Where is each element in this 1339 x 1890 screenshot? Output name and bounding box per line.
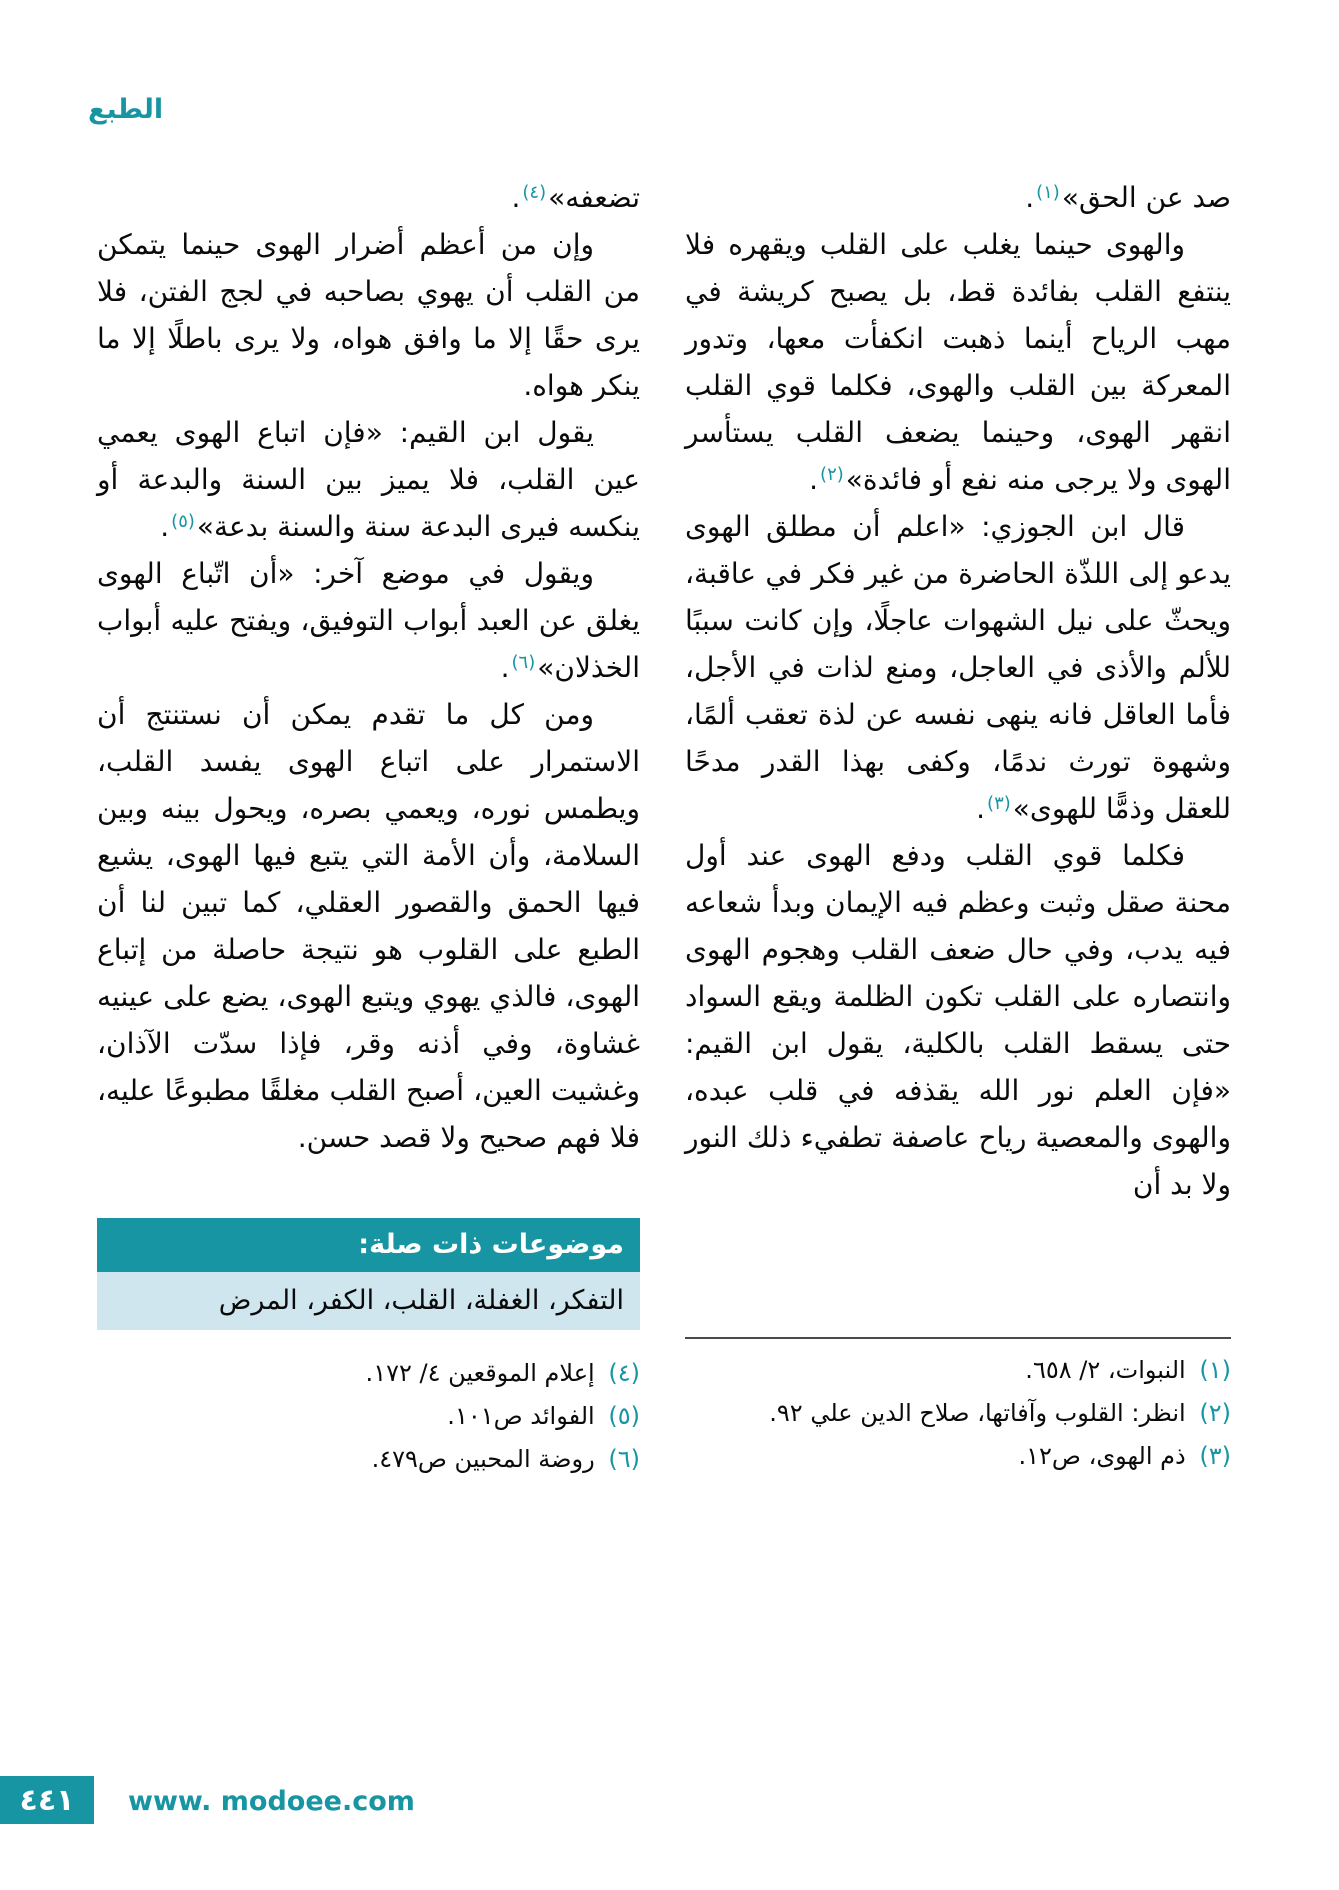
chapter-title: الطبع [88, 94, 164, 125]
paragraph: ومن كل ما تقدم يمكن أن نستنتج أن الاستمرار على اتباع الهوى يفسد القلب، ويطمس نوره، ويعمي بصره، ويحول بينه وبين السلامة، وأن الأمة التي يتبع فيها الهوى، يشيع فيها الحمق والقصور العقلي، كما تبين لنا أن الطبع على القلوب هو نتيجة حاصلة من إتباع الهوى، فالذي يهوي ويتبع الهوى، يضع على عينيه غشاوة، وفي أذنه وقر، فإذا سدّت الآذان، وغشيت العين، أصبح القلب مغلقًا مطبوعًا عليه، فلا فهم صحيح ولا قصد حسن. [97, 698, 640, 1154]
footnotes-left-column [97, 1352, 640, 1481]
paragraph: يقول ابن القيم: «فإن اتباع الهوى يعمي عين القلب، فلا يميز بين السنة والبدعة أو ينكسه فيرى البدعة سنة والسنة بدعة»$^{(٥)}$. [97, 416, 640, 543]
footnote-text: ذم الهوى، ص١٢. [1018, 1442, 1186, 1470]
text-column-left [97, 174, 640, 1161]
footnote-number: (٤) [608, 1359, 640, 1387]
footnote-ref: (٦) [511, 652, 536, 673]
paragraph: تضعفه»$^{(٤)}$. [511, 181, 640, 214]
website-link[interactable]: www. modoee.com [128, 1786, 415, 1817]
footnote-number: (٦) [608, 1445, 640, 1473]
footnote-text: النبوات، ٢/ ٦٥٨. [1025, 1356, 1186, 1384]
footnote-ref: (٥) [171, 511, 195, 532]
footnote-ref: (٣) [987, 793, 1011, 814]
footnote-ref: (٢) [820, 464, 844, 485]
footnote-text: إعلام الموقعين ٤/ ١٧٢. [365, 1359, 595, 1387]
footnote [97, 1352, 640, 1395]
paragraph: فكلما قوي القلب ودفع الهوى عند أول محنة صقل وثبت وعظم فيه الإيمان وبدأ شعاعه فيه يدب، وفي حال ضعف القلب وهجوم الهوى وانتصاره على القلب تكون الظلمة ويقع السواد حتى يسقط القلب بالكلية، يقول ابن القيم: «فإن العلم نور الله يقذفه في قلب عبده، والهوى والمعصية رياح عاصفة تطفيء ذلك النور ولا بد أن [685, 839, 1231, 1201]
paragraph: ويقول في موضع آخر: «أن اتّباع الهوى يغلق عن العبد أبواب التوفيق، ويفتح عليه أبواب الخذلان»$^{(٦)}$. [97, 557, 640, 684]
footnote-text: انظر: القلوب وآفاتها، صلاح الدين علي ٩٢. [769, 1399, 1186, 1427]
footnote-ref: (١) [1036, 182, 1060, 203]
footnotes-right-column [685, 1337, 1231, 1478]
related-topics-list: التفكر، الغفلة، القلب، الكفر، المرض [97, 1272, 640, 1330]
footnote [97, 1395, 640, 1438]
paragraph: وإن من أعظم أضرار الهوى حينما يتمكن من القلب أن يهوي بصاحبه في لجج الفتن، فلا يرى حقًا إلا ما وافق هواه، ولا يرى باطلًا إلا ما ينكر هواه. [97, 228, 640, 402]
paragraph: صد عن الحق»$^{(١)}$. [1025, 181, 1231, 214]
text-column-right [685, 174, 1231, 1208]
footnote [685, 1435, 1231, 1478]
footnote-text: الفوائد ص١٠١. [447, 1402, 595, 1430]
footnote-number: (٥) [608, 1402, 640, 1430]
footnote-ref: (٤) [522, 182, 547, 203]
footnote-number: (٢) [1199, 1399, 1231, 1427]
related-topics-header: موضوعات ذات صلة: [97, 1218, 640, 1272]
paragraph: والهوى حينما يغلب على القلب ويقهره فلا ينتفع القلب بفائدة قط، بل يصبح كريشة في مهب الرياح أينما ذهبت انكفأت معها، وتدور المعركة بين القلب والهوى، فكلما قوي القلب انقهر الهوى، وحينما يضعف القلب يستأسر الهوى ولا يرجى منه نفع أو فائدة»$^{(٢)}$. [685, 228, 1231, 496]
page-number: ٤٤١ [19, 1782, 75, 1818]
footnote [97, 1438, 640, 1481]
footnote-number: (١) [1199, 1356, 1231, 1384]
paragraph: قال ابن الجوزي: «اعلم أن مطلق الهوى يدعو إلى اللذّة الحاضرة من غير فكر في عاقبة، ويحثّ على نيل الشهوات عاجلًا، وإن كانت سببًا للألم والأذى في العاجل، ومنع لذات في الأجل، فأما العاقل فانه ينهى نفسه عن لذة تعقب ألمًا، وشهوة تورث ندمًا، وكفى بهذا القدر مدحًا للعقل وذمًّا للهوى»$^{(٣)}$. [685, 510, 1231, 825]
footnote-text: روضة المحبين ص٤٧٩. [371, 1445, 595, 1473]
footnote [685, 1349, 1231, 1392]
footnote-number: (٣) [1199, 1442, 1231, 1470]
page-number-badge [0, 1776, 94, 1824]
footnote [685, 1392, 1231, 1435]
